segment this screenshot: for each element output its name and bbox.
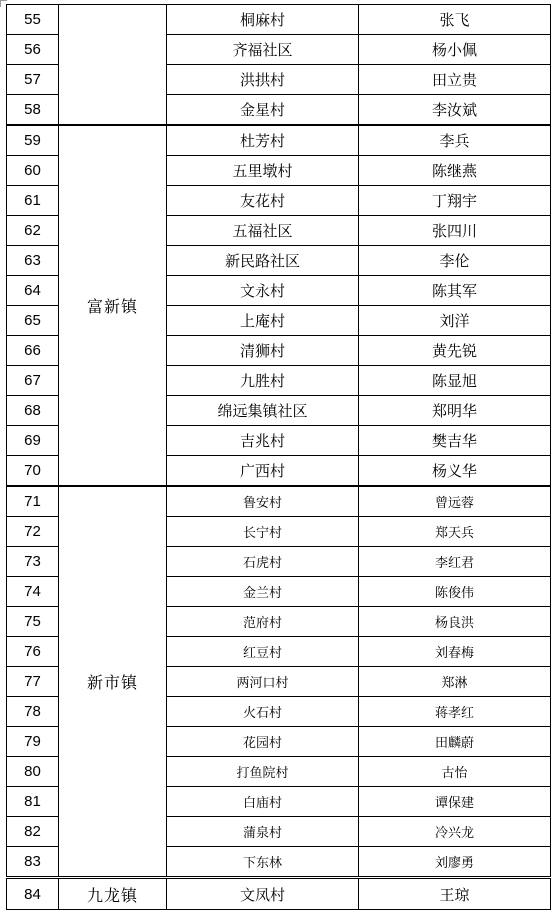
row-number-cell: 69 — [7, 426, 59, 456]
village-cell: 金星村 — [167, 95, 359, 126]
person-name-cell: 杨义华 — [359, 456, 551, 487]
village-cell: 长宁村 — [167, 517, 359, 547]
row-number-cell: 80 — [7, 757, 59, 787]
person-name-cell: 李兵 — [359, 125, 551, 156]
table-row — [7, 125, 551, 156]
village-cell: 石虎村 — [167, 547, 359, 577]
person-name-cell: 王琼 — [359, 878, 551, 910]
person-name-cell: 田立贵 — [359, 65, 551, 95]
table-body — [7, 5, 551, 910]
village-cell: 文凤村 — [167, 878, 359, 910]
person-name-cell: 冷兴龙 — [359, 817, 551, 847]
person-name-cell: 刘洋 — [359, 306, 551, 336]
village-cell: 齐福社区 — [167, 35, 359, 65]
village-cell: 吉兆村 — [167, 426, 359, 456]
row-number-cell: 65 — [7, 306, 59, 336]
town-cell: 新市镇 — [59, 486, 167, 878]
person-name-cell: 古怡 — [359, 757, 551, 787]
village-cell: 绵远集镇社区 — [167, 396, 359, 426]
row-number-cell: 70 — [7, 456, 59, 487]
row-number-cell: 75 — [7, 607, 59, 637]
row-number-cell: 63 — [7, 246, 59, 276]
person-name-cell: 杨良洪 — [359, 607, 551, 637]
person-name-cell: 郑明华 — [359, 396, 551, 426]
person-name-cell: 陈俊伟 — [359, 577, 551, 607]
row-number-cell: 67 — [7, 366, 59, 396]
row-number-cell: 82 — [7, 817, 59, 847]
row-number-cell: 71 — [7, 486, 59, 517]
row-number-cell: 76 — [7, 637, 59, 667]
row-number-cell: 66 — [7, 336, 59, 366]
row-number-cell: 84 — [7, 878, 59, 910]
row-number-cell: 73 — [7, 547, 59, 577]
row-number-cell: 72 — [7, 517, 59, 547]
village-cell: 清狮村 — [167, 336, 359, 366]
person-name-cell: 郑天兵 — [359, 517, 551, 547]
person-name-cell: 陈其军 — [359, 276, 551, 306]
person-name-cell: 张飞 — [359, 5, 551, 35]
row-number-cell: 79 — [7, 727, 59, 757]
person-name-cell: 田麟蔚 — [359, 727, 551, 757]
village-cell: 范府村 — [167, 607, 359, 637]
table-row — [7, 878, 551, 910]
person-name-cell: 曾远蓉 — [359, 486, 551, 517]
row-number-cell: 83 — [7, 847, 59, 878]
town-cell: 富新镇 — [59, 125, 167, 486]
town-cell: 九龙镇 — [59, 878, 167, 910]
village-cell: 五福社区 — [167, 216, 359, 246]
row-number-cell: 55 — [7, 5, 59, 35]
village-cell: 友花村 — [167, 186, 359, 216]
village-cell: 杜芳村 — [167, 125, 359, 156]
table-row — [7, 5, 551, 35]
village-cell: 白庙村 — [167, 787, 359, 817]
village-cell: 广西村 — [167, 456, 359, 487]
row-number-cell: 59 — [7, 125, 59, 156]
village-cell: 洪拱村 — [167, 65, 359, 95]
row-number-cell: 56 — [7, 35, 59, 65]
village-cell: 打鱼院村 — [167, 757, 359, 787]
person-name-cell: 陈显旭 — [359, 366, 551, 396]
village-cell: 火石村 — [167, 697, 359, 727]
village-cell: 九胜村 — [167, 366, 359, 396]
row-number-cell: 58 — [7, 95, 59, 126]
person-name-cell: 丁翔宇 — [359, 186, 551, 216]
village-cell: 上庵村 — [167, 306, 359, 336]
row-number-cell: 64 — [7, 276, 59, 306]
village-cell: 新民路社区 — [167, 246, 359, 276]
row-number-cell: 81 — [7, 787, 59, 817]
person-name-cell: 郑淋 — [359, 667, 551, 697]
row-number-cell: 60 — [7, 156, 59, 186]
village-cell: 文永村 — [167, 276, 359, 306]
person-name-cell: 谭保建 — [359, 787, 551, 817]
person-name-cell: 陈继燕 — [359, 156, 551, 186]
row-number-cell: 77 — [7, 667, 59, 697]
row-number-cell: 74 — [7, 577, 59, 607]
village-cell: 金兰村 — [167, 577, 359, 607]
person-name-cell: 刘春梅 — [359, 637, 551, 667]
row-number-cell: 78 — [7, 697, 59, 727]
village-cell: 两河口村 — [167, 667, 359, 697]
person-name-cell: 李伦 — [359, 246, 551, 276]
row-number-cell: 61 — [7, 186, 59, 216]
village-cell: 花园村 — [167, 727, 359, 757]
person-name-cell: 李红君 — [359, 547, 551, 577]
village-cell: 蒲泉村 — [167, 817, 359, 847]
person-name-cell: 樊吉华 — [359, 426, 551, 456]
village-contact-table — [6, 4, 551, 910]
row-number-cell: 57 — [7, 65, 59, 95]
person-name-cell: 蒋孝红 — [359, 697, 551, 727]
village-cell: 红豆村 — [167, 637, 359, 667]
row-number-cell: 62 — [7, 216, 59, 246]
person-name-cell: 黄先锐 — [359, 336, 551, 366]
town-cell — [59, 5, 167, 126]
person-name-cell: 杨小佩 — [359, 35, 551, 65]
village-cell: 鲁安村 — [167, 486, 359, 517]
person-name-cell: 刘廖勇 — [359, 847, 551, 878]
table-row — [7, 486, 551, 517]
village-cell: 五里墩村 — [167, 156, 359, 186]
row-number-cell: 68 — [7, 396, 59, 426]
village-cell: 下东林 — [167, 847, 359, 878]
person-name-cell: 李汝斌 — [359, 95, 551, 126]
village-cell: 桐麻村 — [167, 5, 359, 35]
person-name-cell: 张四川 — [359, 216, 551, 246]
